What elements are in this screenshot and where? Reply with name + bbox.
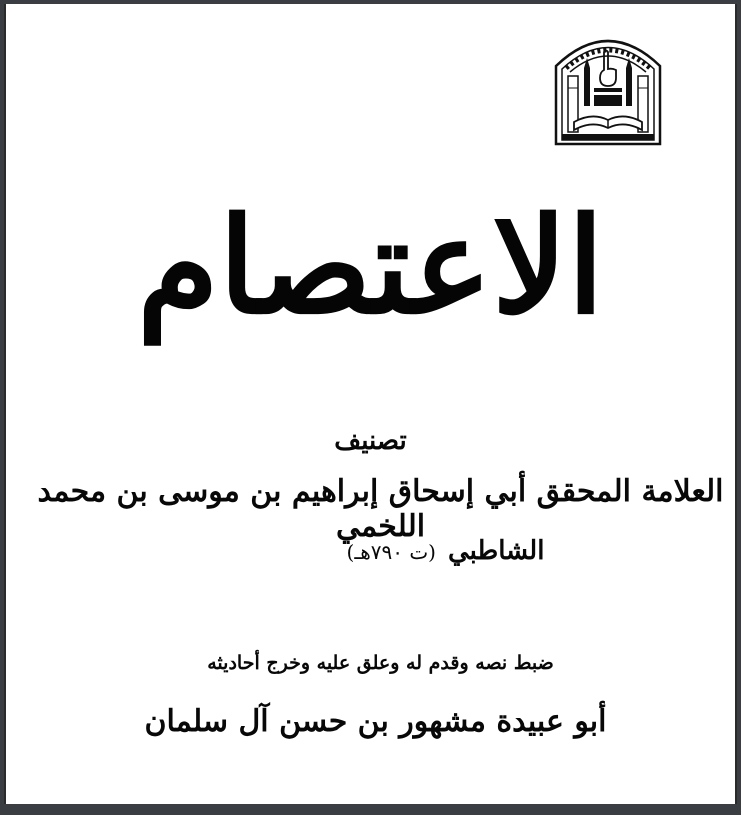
book-title: الاعتصام <box>137 189 604 344</box>
author-death-date: (ت ٧٩٠هـ) <box>346 540 436 564</box>
editor-role-line: ضبط نصه وقدم له وعلق عليه وخرج أحاديثه <box>207 652 554 674</box>
authored-by-label: تصنيف <box>334 426 407 456</box>
author-nisba-line <box>6 536 735 566</box>
author-nisba: الشاطبي <box>447 536 545 566</box>
viewer-bottom-bar <box>0 804 741 815</box>
author-name-line: العلامة المحقق أبي إسحاق إبراهيم بن موسى بن محمد اللخمي <box>37 474 724 544</box>
book-cover-page <box>4 4 737 804</box>
publisher-emblem-icon <box>552 22 664 146</box>
editor-name-line: أبو عبيدة مشهور بن حسن آل سلمان <box>144 704 607 739</box>
